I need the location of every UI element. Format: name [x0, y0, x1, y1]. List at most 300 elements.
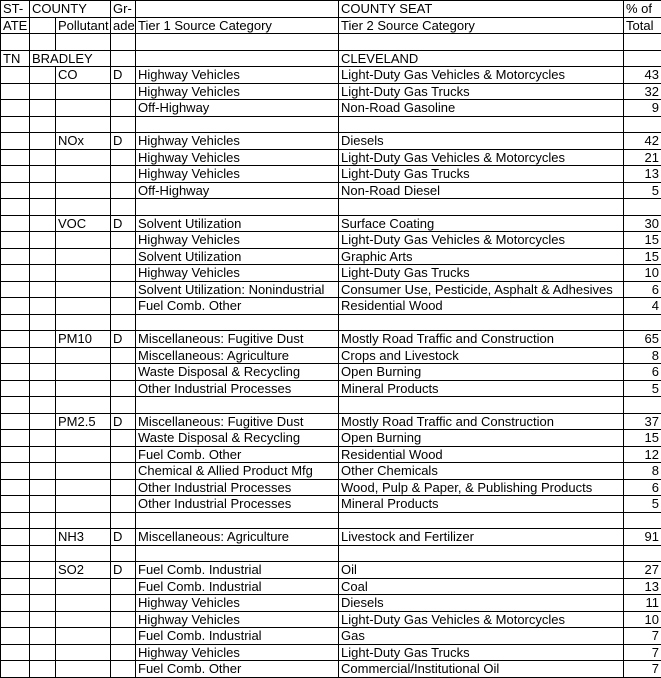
cell-state[interactable] — [1, 166, 30, 183]
cell-tier2[interactable]: Coal — [339, 578, 624, 595]
cell-empty[interactable] — [136, 397, 339, 414]
cell-pollutant[interactable]: PM10 — [56, 331, 111, 348]
cell-grade[interactable] — [111, 496, 136, 513]
cell-pollutant[interactable] — [56, 281, 111, 298]
header-county-seat[interactable]: COUNTY SEAT — [339, 1, 624, 18]
cell-empty[interactable] — [30, 479, 56, 496]
cell-grade[interactable] — [111, 364, 136, 381]
cell-state[interactable] — [1, 661, 30, 678]
cell-tier1[interactable]: Off-Highway — [136, 182, 339, 199]
cell-percent[interactable]: 13 — [624, 166, 661, 183]
cell-tier1[interactable]: Miscellaneous: Fugitive Dust — [136, 331, 339, 348]
header-state-line2[interactable]: ATE — [1, 17, 30, 34]
cell-percent[interactable]: 9 — [624, 100, 661, 117]
cell-tier1[interactable]: Solvent Utilization: Nonindustrial — [136, 281, 339, 298]
cell-empty[interactable] — [30, 215, 56, 232]
cell-grade[interactable]: D — [111, 133, 136, 150]
cell-pollutant[interactable] — [56, 232, 111, 249]
cell-empty[interactable] — [30, 265, 56, 282]
header-tier1-line1[interactable] — [136, 1, 339, 18]
cell-state[interactable] — [1, 298, 30, 315]
table-row — [1, 34, 661, 51]
cell-pollutant[interactable] — [56, 496, 111, 513]
cell-tier2[interactable]: Mostly Road Traffic and Construction — [339, 413, 624, 430]
table-row — [1, 529, 661, 546]
cell-pollutant[interactable]: NH3 — [56, 529, 111, 546]
cell-tier2[interactable]: Light-Duty Gas Trucks — [339, 166, 624, 183]
cell-state[interactable] — [1, 100, 30, 117]
cell-grade[interactable] — [111, 248, 136, 265]
cell-empty[interactable] — [30, 34, 56, 51]
cell-empty[interactable] — [30, 397, 56, 414]
cell-tier1[interactable]: Miscellaneous: Agriculture — [136, 529, 339, 546]
cell-empty[interactable] — [624, 397, 661, 414]
cell-tier1[interactable]: Other Industrial Processes — [136, 496, 339, 513]
cell-state[interactable] — [1, 281, 30, 298]
cell-empty[interactable] — [624, 512, 661, 529]
cell-tier2[interactable]: Light-Duty Gas Trucks — [339, 644, 624, 661]
cell-tier2[interactable]: Oil — [339, 562, 624, 579]
cell-state[interactable] — [1, 479, 30, 496]
cell-state[interactable]: TN — [1, 50, 30, 67]
cell-empty[interactable] — [56, 512, 111, 529]
cell-empty[interactable] — [30, 199, 56, 216]
cell-empty[interactable] — [30, 67, 56, 84]
cell-state[interactable] — [1, 446, 30, 463]
cell-state[interactable] — [1, 331, 30, 348]
cell-percent[interactable]: 8 — [624, 347, 661, 364]
table-row — [1, 628, 661, 645]
cell-percent[interactable]: 7 — [624, 644, 661, 661]
cell-grade[interactable] — [111, 430, 136, 447]
cell-state[interactable] — [1, 215, 30, 232]
cell-tier2[interactable]: Light-Duty Gas Vehicles & Motorcycles — [339, 149, 624, 166]
cell-pollutant[interactable] — [56, 347, 111, 364]
cell-percent[interactable]: 11 — [624, 595, 661, 612]
cell-percent[interactable]: 6 — [624, 479, 661, 496]
cell-tier2[interactable]: Graphic Arts — [339, 248, 624, 265]
cell-empty[interactable] — [30, 133, 56, 150]
cell-empty[interactable] — [111, 512, 136, 529]
cell-empty[interactable] — [56, 116, 111, 133]
table-row — [1, 479, 661, 496]
cell-empty[interactable] — [30, 248, 56, 265]
cell-empty[interactable] — [30, 512, 56, 529]
cell-empty[interactable] — [30, 611, 56, 628]
cell-tier1[interactable]: Fuel Comb. Other — [136, 298, 339, 315]
table-row — [1, 298, 661, 315]
cell-state[interactable] — [1, 578, 30, 595]
cell-grade[interactable] — [111, 446, 136, 463]
cell-pollutant[interactable]: PM2.5 — [56, 413, 111, 430]
cell-percent[interactable]: 4 — [624, 298, 661, 315]
cell-grade[interactable] — [111, 380, 136, 397]
cell-percent[interactable]: 8 — [624, 463, 661, 480]
cell-state[interactable] — [1, 413, 30, 430]
cell-percent[interactable]: 10 — [624, 611, 661, 628]
cell-tier2[interactable]: Light-Duty Gas Trucks — [339, 265, 624, 282]
cell-empty[interactable] — [624, 199, 661, 216]
cell-grade[interactable] — [111, 298, 136, 315]
cell-grade[interactable]: D — [111, 562, 136, 579]
cell-tier2[interactable]: Other Chemicals — [339, 463, 624, 480]
cell-tier2[interactable]: Light-Duty Gas Vehicles & Motorcycles — [339, 611, 624, 628]
emissions-table-body — [1, 1, 661, 678]
cell-empty[interactable] — [30, 644, 56, 661]
table-row — [1, 83, 661, 100]
cell-empty[interactable] — [1, 34, 30, 51]
table-row — [1, 380, 661, 397]
cell-empty[interactable] — [30, 529, 56, 546]
cell-empty[interactable] — [30, 661, 56, 678]
cell-empty[interactable] — [30, 182, 56, 199]
cell-pollutant[interactable] — [56, 83, 111, 100]
table-row — [1, 100, 661, 117]
cell-pollutant[interactable]: CO — [56, 67, 111, 84]
cell-percent[interactable]: 65 — [624, 331, 661, 348]
header-tier1[interactable]: Tier 1 Source Category — [136, 17, 339, 34]
cell-tier2[interactable]: Mostly Road Traffic and Construction — [339, 331, 624, 348]
cell-tier1[interactable]: Fuel Comb. Industrial — [136, 578, 339, 595]
cell-empty[interactable] — [30, 578, 56, 595]
cell-pollutant[interactable] — [56, 463, 111, 480]
cell-tier1[interactable]: Fuel Comb. Industrial — [136, 628, 339, 645]
cell-tier1[interactable]: Fuel Comb. Other — [136, 661, 339, 678]
cell-empty[interactable] — [30, 562, 56, 579]
cell-empty[interactable] — [339, 199, 624, 216]
cell-state[interactable] — [1, 463, 30, 480]
cell-pollutant[interactable] — [56, 661, 111, 678]
cell-state[interactable] — [1, 628, 30, 645]
cell-pollutant[interactable] — [56, 430, 111, 447]
cell-empty[interactable] — [30, 430, 56, 447]
cell-tier1[interactable]: Off-Highway — [136, 100, 339, 117]
cell-state[interactable] — [1, 133, 30, 150]
cell-empty[interactable] — [30, 496, 56, 513]
cell-percent[interactable]: 91 — [624, 529, 661, 546]
cell-percent[interactable]: 30 — [624, 215, 661, 232]
cell-percent[interactable]: 32 — [624, 83, 661, 100]
table-row — [1, 578, 661, 595]
cell-percent[interactable]: 10 — [624, 265, 661, 282]
cell-tier1[interactable]: Highway Vehicles — [136, 595, 339, 612]
cell-tier1[interactable]: Highway Vehicles — [136, 232, 339, 249]
cell-empty[interactable] — [136, 314, 339, 331]
cell-grade[interactable] — [111, 281, 136, 298]
header-percent-line1[interactable]: % of — [624, 1, 661, 18]
cell-empty[interactable] — [56, 545, 111, 562]
cell-percent[interactable]: 5 — [624, 496, 661, 513]
cell-percent[interactable]: 6 — [624, 364, 661, 381]
cell-tier2[interactable]: Residential Wood — [339, 298, 624, 315]
cell-empty[interactable] — [1, 545, 30, 562]
cell-empty[interactable] — [30, 83, 56, 100]
cell-percent[interactable]: 15 — [624, 248, 661, 265]
cell-tier1[interactable]: Highway Vehicles — [136, 67, 339, 84]
cell-empty[interactable] — [30, 166, 56, 183]
cell-empty[interactable] — [1, 199, 30, 216]
cell-tier2[interactable]: Gas — [339, 628, 624, 645]
cell-tier1[interactable]: Miscellaneous: Agriculture — [136, 347, 339, 364]
cell-state[interactable] — [1, 529, 30, 546]
cell-percent[interactable]: 42 — [624, 133, 661, 150]
cell-empty[interactable] — [136, 34, 339, 51]
cell-state[interactable] — [1, 644, 30, 661]
cell-empty[interactable] — [1, 512, 30, 529]
cell-grade[interactable]: D — [111, 413, 136, 430]
cell-state[interactable] — [1, 496, 30, 513]
cell-county-seat[interactable]: CLEVELAND — [339, 50, 624, 67]
cell-empty[interactable] — [111, 34, 136, 51]
cell-grade[interactable] — [111, 347, 136, 364]
cell-tier1[interactable]: Highway Vehicles — [136, 133, 339, 150]
cell-pollutant[interactable] — [56, 166, 111, 183]
cell-pollutant[interactable] — [56, 298, 111, 315]
cell-tier1[interactable]: Waste Disposal & Recycling — [136, 430, 339, 447]
cell-grade[interactable] — [111, 83, 136, 100]
cell-empty[interactable] — [30, 281, 56, 298]
cell-grade[interactable] — [111, 644, 136, 661]
cell-pollutant[interactable] — [56, 644, 111, 661]
cell-empty[interactable] — [624, 116, 661, 133]
cell-tier1[interactable]: Highway Vehicles — [136, 644, 339, 661]
cell-tier2[interactable]: Light-Duty Gas Trucks — [339, 83, 624, 100]
header-grade-line2[interactable]: ade — [111, 17, 136, 34]
cell-grade[interactable] — [111, 50, 136, 67]
cell-county[interactable]: BRADLEY — [30, 50, 111, 67]
cell-state[interactable] — [1, 248, 30, 265]
cell-percent[interactable]: 5 — [624, 182, 661, 199]
table-row — [1, 595, 661, 612]
cell-grade[interactable] — [111, 479, 136, 496]
cell-pollutant[interactable]: VOC — [56, 215, 111, 232]
cell-state[interactable] — [1, 67, 30, 84]
cell-empty[interactable] — [56, 199, 111, 216]
cell-grade[interactable] — [111, 578, 136, 595]
cell-empty[interactable] — [30, 628, 56, 645]
cell-pollutant[interactable]: SO2 — [56, 562, 111, 579]
cell-tier1[interactable]: Fuel Comb. Industrial — [136, 562, 339, 579]
cell-grade[interactable] — [111, 149, 136, 166]
cell-empty[interactable] — [111, 314, 136, 331]
cell-pollutant[interactable] — [56, 182, 111, 199]
cell-state[interactable] — [1, 380, 30, 397]
cell-empty[interactable] — [56, 34, 111, 51]
table-row — [1, 67, 661, 84]
cell-tier2[interactable]: Light-Duty Gas Vehicles & Motorcycles — [339, 232, 624, 249]
cell-pollutant[interactable] — [56, 446, 111, 463]
cell-tier1[interactable]: Waste Disposal & Recycling — [136, 364, 339, 381]
cell-grade[interactable] — [111, 100, 136, 117]
cell-percent[interactable]: 37 — [624, 413, 661, 430]
cell-percent[interactable]: 5 — [624, 380, 661, 397]
cell-tier1[interactable]: Chemical & Allied Product Mfg — [136, 463, 339, 480]
table-row — [1, 347, 661, 364]
cell-percent[interactable]: 43 — [624, 67, 661, 84]
cell-tier2[interactable]: Mineral Products — [339, 496, 624, 513]
cell-empty[interactable] — [111, 199, 136, 216]
cell-percent[interactable]: 12 — [624, 446, 661, 463]
cell-empty[interactable] — [624, 545, 661, 562]
cell-empty[interactable] — [30, 595, 56, 612]
cell-state[interactable] — [1, 347, 30, 364]
cell-empty[interactable] — [136, 199, 339, 216]
cell-grade[interactable] — [111, 628, 136, 645]
cell-grade[interactable] — [111, 182, 136, 199]
cell-empty[interactable] — [30, 446, 56, 463]
cell-grade[interactable] — [111, 232, 136, 249]
cell-tier2[interactable]: Non-Road Gasoline — [339, 100, 624, 117]
cell-grade[interactable]: D — [111, 67, 136, 84]
header-percent-line2[interactable]: Total — [624, 17, 661, 34]
cell-grade[interactable] — [111, 661, 136, 678]
cell-pollutant[interactable] — [56, 265, 111, 282]
cell-empty[interactable] — [30, 545, 56, 562]
cell-empty[interactable] — [624, 314, 661, 331]
cell-pollutant[interactable] — [56, 611, 111, 628]
cell-tier2[interactable]: Surface Coating — [339, 215, 624, 232]
cell-tier2[interactable]: Non-Road Diesel — [339, 182, 624, 199]
cell-empty[interactable] — [56, 397, 111, 414]
cell-empty[interactable] — [111, 116, 136, 133]
cell-empty[interactable] — [30, 364, 56, 381]
cell-tier2[interactable]: Mineral Products — [339, 380, 624, 397]
cell-percent[interactable] — [624, 50, 661, 67]
cell-empty[interactable] — [136, 512, 339, 529]
header-county[interactable]: COUNTY — [30, 1, 111, 18]
cell-pollutant[interactable] — [56, 149, 111, 166]
cell-empty[interactable] — [339, 397, 624, 414]
cell-percent[interactable]: 27 — [624, 562, 661, 579]
table-row — [1, 413, 661, 430]
cell-grade[interactable]: D — [111, 215, 136, 232]
cell-tier2[interactable]: Livestock and Fertilizer — [339, 529, 624, 546]
cell-empty[interactable] — [624, 34, 661, 51]
cell-empty[interactable] — [136, 545, 339, 562]
cell-state[interactable] — [1, 83, 30, 100]
cell-pollutant[interactable] — [56, 100, 111, 117]
cell-empty[interactable] — [30, 149, 56, 166]
cell-tier1[interactable] — [136, 50, 339, 67]
cell-empty[interactable] — [339, 116, 624, 133]
header-pollutant[interactable]: Pollutant — [56, 17, 111, 34]
cell-percent[interactable]: 6 — [624, 281, 661, 298]
cell-pollutant[interactable] — [56, 595, 111, 612]
cell-grade[interactable] — [111, 595, 136, 612]
cell-empty[interactable] — [30, 116, 56, 133]
cell-state[interactable] — [1, 430, 30, 447]
cell-tier1[interactable]: Highway Vehicles — [136, 149, 339, 166]
cell-pollutant[interactable] — [56, 479, 111, 496]
cell-tier2[interactable]: Wood, Pulp & Paper, & Publishing Products — [339, 479, 624, 496]
cell-percent[interactable]: 21 — [624, 149, 661, 166]
cell-percent[interactable]: 15 — [624, 232, 661, 249]
cell-state[interactable] — [1, 265, 30, 282]
cell-empty[interactable] — [30, 232, 56, 249]
cell-state[interactable] — [1, 595, 30, 612]
cell-empty[interactable] — [30, 17, 56, 34]
cell-state[interactable] — [1, 232, 30, 249]
cell-empty[interactable] — [30, 413, 56, 430]
cell-empty[interactable] — [30, 347, 56, 364]
cell-empty[interactable] — [30, 463, 56, 480]
cell-tier1[interactable]: Highway Vehicles — [136, 611, 339, 628]
cell-tier1[interactable]: Solvent Utilization — [136, 215, 339, 232]
cell-percent[interactable]: 7 — [624, 661, 661, 678]
cell-tier1[interactable]: Other Industrial Processes — [136, 380, 339, 397]
cell-state[interactable] — [1, 182, 30, 199]
cell-empty[interactable] — [30, 380, 56, 397]
cell-tier1[interactable]: Highway Vehicles — [136, 265, 339, 282]
table-row — [1, 314, 661, 331]
cell-pollutant[interactable] — [56, 364, 111, 381]
cell-state[interactable] — [1, 562, 30, 579]
cell-tier2[interactable]: Light-Duty Gas Vehicles & Motorcycles — [339, 67, 624, 84]
cell-empty[interactable] — [56, 314, 111, 331]
cell-empty[interactable] — [30, 331, 56, 348]
cell-state[interactable] — [1, 149, 30, 166]
cell-grade[interactable] — [111, 463, 136, 480]
cell-pollutant[interactable] — [56, 578, 111, 595]
cell-empty[interactable] — [111, 397, 136, 414]
cell-grade[interactable]: D — [111, 331, 136, 348]
cell-empty[interactable] — [30, 298, 56, 315]
cell-pollutant[interactable] — [56, 628, 111, 645]
cell-grade[interactable]: D — [111, 529, 136, 546]
cell-empty[interactable] — [30, 314, 56, 331]
cell-empty[interactable] — [1, 116, 30, 133]
cell-tier2[interactable]: Diesels — [339, 595, 624, 612]
cell-tier1[interactable]: Other Industrial Processes — [136, 479, 339, 496]
cell-tier1[interactable]: Miscellaneous: Fugitive Dust — [136, 413, 339, 430]
cell-empty[interactable] — [111, 545, 136, 562]
cell-percent[interactable]: 15 — [624, 430, 661, 447]
cell-pollutant[interactable] — [56, 380, 111, 397]
cell-empty[interactable] — [339, 34, 624, 51]
cell-state[interactable] — [1, 611, 30, 628]
cell-percent[interactable]: 13 — [624, 578, 661, 595]
cell-tier1[interactable]: Solvent Utilization — [136, 248, 339, 265]
cell-pollutant[interactable] — [56, 248, 111, 265]
cell-state[interactable] — [1, 364, 30, 381]
cell-tier1[interactable]: Highway Vehicles — [136, 83, 339, 100]
cell-tier2[interactable]: Open Burning — [339, 430, 624, 447]
cell-empty[interactable] — [1, 314, 30, 331]
cell-empty[interactable] — [30, 100, 56, 117]
cell-pollutant[interactable]: NOx — [56, 133, 111, 150]
cell-grade[interactable] — [111, 611, 136, 628]
cell-grade[interactable] — [111, 265, 136, 282]
cell-empty[interactable] — [339, 314, 624, 331]
cell-tier2[interactable]: Consumer Use, Pesticide, Asphalt & Adhesives — [339, 281, 624, 298]
cell-tier2[interactable]: Crops and Livestock — [339, 347, 624, 364]
cell-empty[interactable] — [136, 116, 339, 133]
header-tier2[interactable]: Tier 2 Source Category — [339, 17, 624, 34]
cell-tier2[interactable]: Commercial/Institutional Oil — [339, 661, 624, 678]
cell-tier1[interactable]: Highway Vehicles — [136, 166, 339, 183]
header-state-line1[interactable]: ST- — [1, 1, 30, 18]
cell-tier2[interactable]: Diesels — [339, 133, 624, 150]
cell-empty[interactable] — [339, 512, 624, 529]
cell-percent[interactable]: 7 — [624, 628, 661, 645]
cell-grade[interactable] — [111, 166, 136, 183]
cell-tier1[interactable]: Fuel Comb. Other — [136, 446, 339, 463]
cell-empty[interactable] — [1, 397, 30, 414]
header-grade-line1[interactable]: Gr- — [111, 1, 136, 18]
cell-tier2[interactable]: Open Burning — [339, 364, 624, 381]
cell-tier2[interactable]: Residential Wood — [339, 446, 624, 463]
cell-empty[interactable] — [339, 545, 624, 562]
